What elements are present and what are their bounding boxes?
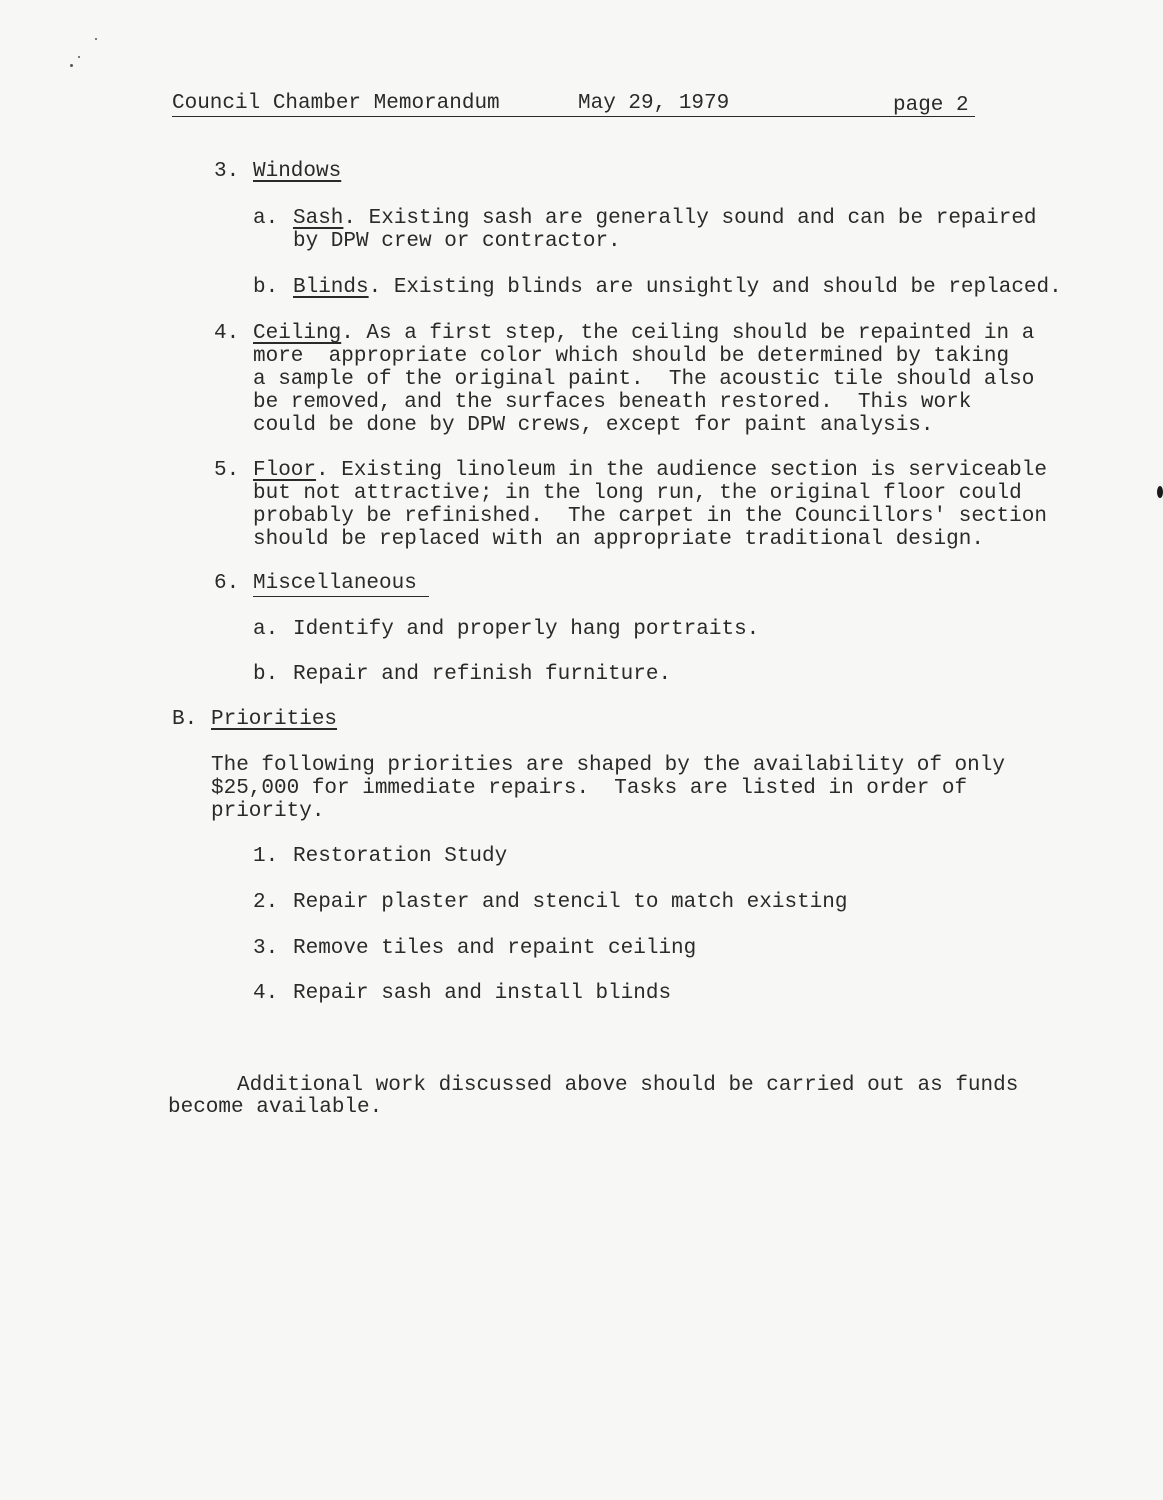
priority-number: 1. bbox=[253, 845, 279, 868]
ceiling-text: . As a first step, the ceiling should be repainted in a bbox=[341, 322, 1035, 345]
section-heading-windows: Windows bbox=[253, 160, 342, 183]
section-letter: B. bbox=[172, 708, 198, 731]
section-number: 3. bbox=[214, 160, 240, 183]
section-number: 4. bbox=[214, 322, 240, 345]
priorities-intro-line: The following priorities are shaped by the availability of only bbox=[211, 754, 1005, 777]
section-number: 6. bbox=[214, 572, 240, 595]
floor-text: . Existing linoleum in the audience section is serviceable bbox=[316, 459, 1047, 482]
scan-edge-mark bbox=[1157, 486, 1163, 498]
floor-paragraph bbox=[253, 459, 1047, 482]
sash-text-line: by DPW crew or contractor. bbox=[293, 230, 621, 253]
priority-number: 3. bbox=[253, 937, 279, 960]
priorities-intro-line: priority. bbox=[211, 800, 325, 823]
closing-line: become available. bbox=[168, 1096, 383, 1119]
priority-number: 2. bbox=[253, 891, 279, 914]
header-rule bbox=[172, 116, 975, 117]
ceiling-text-line: be removed, and the surfaces beneath restored. This work bbox=[253, 391, 972, 414]
sash-label: Sash bbox=[293, 207, 344, 230]
sash-text: . Existing sash are generally sound and can be repaired bbox=[343, 207, 1037, 230]
blinds-text: . Existing blinds are unsightly and should be replaced. bbox=[368, 276, 1062, 299]
misc-item-text: Repair and refinish furniture. bbox=[293, 663, 672, 686]
ceiling-text-line: a sample of the original paint. The acoustic tile should also bbox=[253, 368, 1035, 391]
blinds-label: Blinds bbox=[293, 276, 369, 299]
section-number: 5. bbox=[214, 459, 240, 482]
closing-line: Additional work discussed above should be carried out as funds bbox=[237, 1074, 1019, 1097]
ceiling-text-line: could be done by DPW crews, except for paint analysis. bbox=[253, 414, 934, 437]
floor-label: Floor bbox=[253, 459, 317, 482]
item-letter: b. bbox=[253, 663, 279, 686]
sash-paragraph bbox=[293, 207, 1037, 230]
blinds-paragraph bbox=[293, 276, 1062, 299]
ceiling-paragraph bbox=[253, 322, 1034, 345]
floor-text-line: probably be refinished. The carpet in the Councillors' section bbox=[253, 505, 1047, 528]
floor-text-line: but not attractive; in the long run, the original floor could bbox=[253, 482, 1022, 505]
priority-text: Remove tiles and repaint ceiling bbox=[293, 937, 697, 960]
section-heading-misc: Miscellaneous bbox=[253, 572, 417, 595]
priority-text: Restoration Study bbox=[293, 845, 508, 868]
memo-date: May 29, 1979 bbox=[578, 92, 730, 115]
priority-text: Repair sash and install blinds bbox=[293, 982, 672, 1005]
ceiling-text-line: more appropriate color which should be determined by taking bbox=[253, 345, 1010, 368]
scan-speck bbox=[70, 64, 73, 67]
section-heading-priorities: Priorities bbox=[211, 708, 338, 731]
floor-text-line: should be replaced with an appropriate traditional design. bbox=[253, 528, 984, 551]
misc-item-text: Identify and properly hang portraits. bbox=[293, 618, 760, 641]
page-number: page 2 bbox=[893, 94, 969, 117]
item-letter: b. bbox=[253, 276, 279, 299]
scan-speck bbox=[78, 56, 80, 58]
priority-text: Repair plaster and stencil to match existing bbox=[293, 891, 848, 914]
scan-speck bbox=[95, 38, 97, 40]
priority-number: 4. bbox=[253, 982, 279, 1005]
priorities-intro-line: $25,000 for immediate repairs. Tasks are listed in order of bbox=[211, 777, 968, 800]
ceiling-label: Ceiling bbox=[253, 322, 342, 345]
item-letter: a. bbox=[253, 207, 279, 230]
memo-title: Council Chamber Memorandum bbox=[172, 92, 500, 115]
item-letter: a. bbox=[253, 618, 279, 641]
misc-underline bbox=[253, 596, 429, 597]
